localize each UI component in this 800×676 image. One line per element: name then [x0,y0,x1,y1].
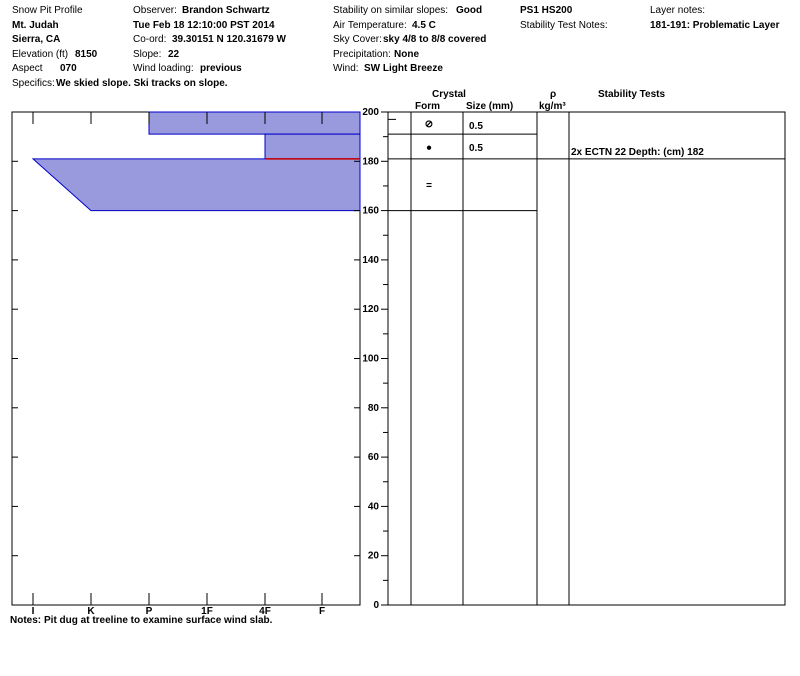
stability-value: Good [456,5,483,16]
observer-label: Observer: [133,5,177,16]
layer-table-border [388,112,785,605]
layer-table-grid [388,112,785,605]
observer-value: Brandon Schwartz [182,5,270,16]
wind-loading-value: previous [200,63,242,74]
wind-label: Wind: [333,63,359,74]
grain-form-symbol: ⊘ [424,119,434,131]
grain-form-symbol: = [426,180,432,192]
depth-tick-label: 0 [373,600,379,611]
hardness-tick-label: 4F [259,606,271,617]
slope-label: Slope: [133,49,162,60]
depth-tick-label: 40 [367,501,379,513]
hardness-layer-2 [265,134,360,159]
hardness-tick-label: F [318,606,326,617]
crystal-header: Crystal [432,89,466,100]
aspect-value: 070 [60,63,77,74]
depth-tick-label: 120 [362,304,379,316]
layer-notes-label: Layer notes: [650,5,706,16]
depth-tick-label: 140 [362,254,379,266]
grain-form-symbol: ● [425,142,433,154]
stability-tests-header: Stability Tests [598,89,666,100]
sky-label: Sky Cover: [333,34,382,45]
sky-value: sky 4/8 to 8/8 covered [383,34,487,45]
elevation-label: Elevation (ft) [12,49,69,60]
location-name: Mt. Judah [12,20,59,31]
notes-label: Notes: [10,615,42,626]
depth-tick-label: 20 [367,550,379,562]
specifics-value: We skied slope. Ski tracks on slope. [56,78,228,89]
precip-value: None [394,49,419,60]
stability-label: Stability on similar slopes: [333,5,449,16]
hardness-layer-3 [33,159,360,211]
air-temp-value: 4.5 C [412,20,436,31]
depth-tick-label: 60 [367,452,379,464]
profile-title: Snow Pit Profile [12,5,83,16]
layer-notes-value: 181-191: Problematic Layer [650,20,780,31]
hardness-tick-label: 1F [201,606,213,617]
hardness-tick-label: K [87,606,95,617]
coord-value: 39.30151 N 120.31679 W [172,34,286,45]
wind-loading-label: Wind loading: [133,63,194,74]
precip-label: Precipitation: [333,49,391,60]
grain-size-value: 0.5 [469,121,483,132]
density-unit-header: kg/m³ [539,101,566,112]
specifics-label: Specifics: [12,78,55,89]
hardness-layer-1 [149,112,360,134]
air-temp-label: Air Temperature: [333,20,407,31]
region-name: Sierra, CA [12,34,61,45]
size-header: Size (mm) [466,101,514,112]
depth-tick-label: 80 [367,402,379,414]
slope-value: 22 [168,49,180,60]
profile-code: PS1 HS200 [520,5,573,16]
observation-datetime: Tue Feb 18 12:10:00 PST 2014 [133,20,275,31]
depth-tick-label: 180 [362,156,379,168]
grain-size-value: 0.5 [469,143,483,155]
depth-tick-label: 160 [362,205,379,217]
coord-label: Co-ord: [133,34,167,45]
notes-text: Pit dug at treeline to examine surface wind slab. [44,615,273,626]
hardness-tick-label: P [145,606,153,617]
depth-tick-label: 200 [362,107,379,118]
aspect-label: Aspect [12,63,43,74]
form-header: Form [415,101,440,112]
stability-test-result: 2x ECTN 22 Depth: (cm) 182 [571,146,704,158]
hardness-layers [33,112,360,211]
layer-table-cells [425,119,704,192]
hardness-tick-label: I [31,606,35,617]
stability-notes-label: Stability Test Notes: [520,20,608,31]
depth-tick-label: 100 [362,353,379,365]
elevation-value: 8150 [75,49,98,60]
density-symbol-header: ρ [550,89,557,100]
wind-value: SW Light Breeze [364,63,443,74]
